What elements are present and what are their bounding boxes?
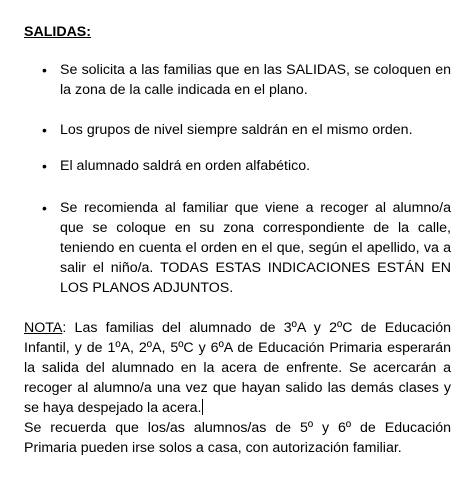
list-item-text: El alumnado saldrá en orden alfabético. — [60, 158, 311, 174]
text-cursor — [202, 399, 203, 415]
list-item-text: Se solicita a las familias que en las SALIDAS, se coloquen en la zona de la calle indicada en el plano. — [60, 62, 451, 98]
section-heading: SALIDAS: — [24, 24, 91, 40]
reminder-paragraph: Se recuerda que los/as alumnos/as de 5º y 6º de Educación Primaria pueden irse solos a casa, con autorización familiar. — [24, 420, 451, 456]
bullet-icon: • — [42, 62, 47, 78]
bullet-icon: • — [42, 200, 47, 216]
bullet-icon: • — [42, 122, 47, 138]
list-item-text: Se recomienda al familiar que viene a recoger al alumno/a que se coloque en su zona correspondiente de la calle, teniendo en cuenta el orden en el que, según el apellido, va a salir el niño/a. TODAS ESTAS INDICACIONES ESTÁN EN LOS PLANOS ADJUNTOS. — [60, 200, 451, 296]
bullet-icon: • — [42, 158, 47, 174]
note-text: : Las familias del alumnado de 3ºA y 2ºC de Educación Infantil, y de 1ºA, 2ºA, 5ºC y 6ºA de Educación Primaria esperarán la salida del alumnado en la acera de enfrente. Se acercarán a recoger al alumno/a una vez que hayan salido las demás clases y se haya despejado la acera. — [24, 320, 451, 416]
note-paragraph[interactable] — [24, 318, 451, 418]
list-item-text: Los grupos de nivel siempre saldrán en el mismo orden. — [60, 122, 413, 138]
note-label: NOTA — [24, 320, 63, 336]
